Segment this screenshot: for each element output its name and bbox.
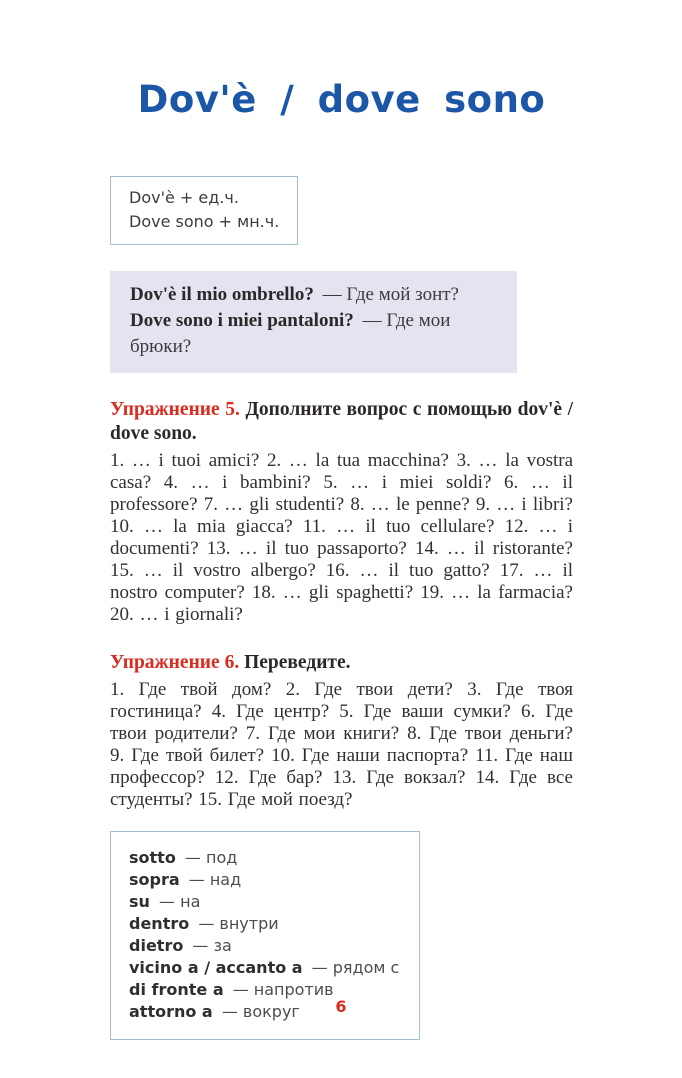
preposition-italian: sotto bbox=[129, 848, 176, 867]
exercise-6-instruction: Переведите. bbox=[244, 652, 351, 673]
preposition-entry bbox=[129, 935, 399, 957]
example-italian: Dov'è il mio ombrello? bbox=[130, 284, 314, 305]
preposition-russian: — рядом с bbox=[311, 958, 400, 977]
preposition-italian: dietro bbox=[129, 936, 184, 955]
page-title: Dov'è / dove sono bbox=[137, 78, 546, 121]
preposition-russian: — за bbox=[192, 936, 232, 955]
preposition-russian: — напротив bbox=[232, 980, 334, 999]
preposition-entry bbox=[129, 957, 399, 979]
exercise-6-label: Упражнение 6. bbox=[110, 652, 240, 673]
rule-line-plural: Dove sono + мн.ч. bbox=[129, 212, 280, 231]
preposition-italian: attorno a bbox=[129, 1002, 213, 1021]
grammar-rule-box bbox=[110, 176, 298, 245]
textbook-page bbox=[0, 78, 682, 1078]
page-number: 6 bbox=[335, 997, 347, 1016]
rule-line-singular: Dov'è + ед.ч. bbox=[129, 188, 239, 207]
preposition-italian: su bbox=[129, 892, 150, 911]
preposition-entry bbox=[129, 913, 399, 935]
preposition-italian: vicino a / accanto a bbox=[129, 958, 303, 977]
example-line bbox=[130, 308, 499, 360]
exercise-5-instruction: Дополните вопрос с помощью dov'è / dove sono. bbox=[110, 399, 573, 444]
preposition-russian: — над bbox=[188, 870, 242, 889]
example-russian: — Где мой зонт? bbox=[322, 284, 459, 305]
preposition-entry bbox=[129, 891, 399, 913]
exercise-5-text: 1. … i tuoi amici? 2. … la tua macchina? 3. … la vostra casa? 4. … i bambini? 5. … i miei soldi? 6. … il professore? 7. … gli studenti? 8. … le penne? 9. … i libri? 10. … la mia giacca? 11. … il tuo cellulare? 12. … i documenti? 13. … il tuo passaporto? 14. … il ristorante? 15. … il vostro albergo? 16. … il tuo gatto? 17. … il nostro computer? 18. … gli spaghetti? 19. … la farmacia? 20. … i giornali? bbox=[110, 450, 573, 625]
example-italian: Dove sono i miei pantaloni? bbox=[130, 310, 354, 331]
example-box bbox=[110, 271, 517, 373]
preposition-italian: sopra bbox=[129, 870, 180, 889]
preposition-entry bbox=[129, 847, 399, 869]
exercise-6-heading bbox=[110, 651, 573, 675]
exercise-6-text: 1. Где твой дом? 2. Где твои дети? 3. Где твоя гостиница? 4. Где центр? 5. Где ваши сумки? 6. Где твои родители? 7. Где мои книги? 8. Где твои деньги? 9. Где твой билет? 10. Где наши паспорта? 11. Где наш профессор? 12. Где бар? 13. Где вокзал? 14. Где все студенты? 15. Где мой поезд? bbox=[110, 679, 573, 810]
preposition-russian: — вокруг bbox=[221, 1002, 300, 1021]
exercise-5-label: Упражнение 5. bbox=[110, 399, 240, 420]
preposition-russian: — на bbox=[159, 892, 201, 911]
preposition-italian: dentro bbox=[129, 914, 190, 933]
preposition-italian: di fronte a bbox=[129, 980, 224, 999]
preposition-russian: — внутри bbox=[198, 914, 279, 933]
exercise-5-heading bbox=[110, 398, 573, 446]
example-russian: — Где мои брюки? bbox=[130, 310, 451, 357]
preposition-russian: — под bbox=[184, 848, 238, 867]
preposition-entry bbox=[129, 869, 399, 891]
example-line bbox=[130, 282, 499, 308]
